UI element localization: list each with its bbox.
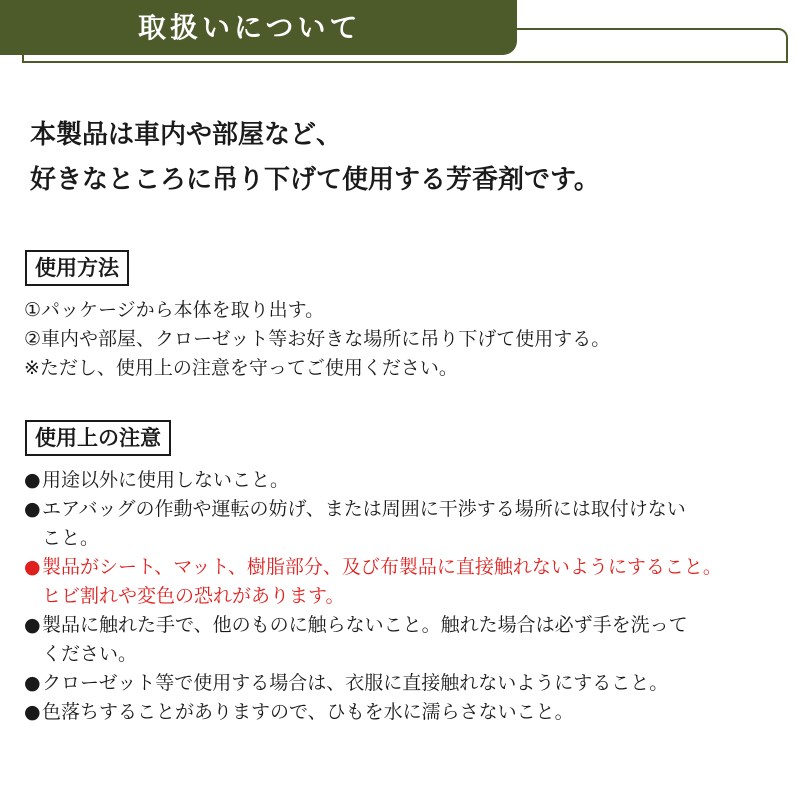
section-header bbox=[0, 0, 800, 65]
intro-line-1: 本製品は車内や部屋など、 bbox=[30, 120, 343, 150]
usage-label: 使用方法 bbox=[25, 250, 129, 286]
cautions-label: 使用上の注意 bbox=[25, 420, 171, 456]
caution-item bbox=[24, 698, 794, 727]
usage-instructions bbox=[24, 296, 794, 383]
caution-text: 製品がシート、マット、樹脂部分、及び布製品に直接触れないようにすること。 bbox=[42, 556, 722, 578]
caution-item-continued bbox=[24, 640, 794, 669]
intro-line-2: 好きなところに吊り下げて使用する芳香剤です。 bbox=[30, 165, 600, 195]
bullet-icon: ● bbox=[24, 614, 41, 636]
header-title: 取扱いについて bbox=[138, 11, 362, 44]
bullet-icon: ● bbox=[24, 498, 41, 520]
intro-text bbox=[30, 113, 790, 203]
caution-text: エアバッグの作動や運転の妨げ、または周囲に干渉する場所には取付けない bbox=[42, 498, 686, 520]
caution-text: ください。 bbox=[42, 643, 138, 665]
caution-item bbox=[24, 495, 794, 524]
bullet-icon: ● bbox=[24, 701, 41, 723]
caution-text: 用途以外に使用しないこと。 bbox=[42, 469, 290, 491]
caution-item-warning bbox=[24, 553, 794, 582]
caution-text: 製品に触れた手で、他のものに触らないこと。触れた場合は必ず手を洗って bbox=[42, 614, 688, 636]
bullet-icon: ● bbox=[24, 469, 41, 491]
bullet-icon: ● bbox=[24, 672, 41, 694]
caution-text: クローゼット等で使用する場合は、衣服に直接触れないようにすること。 bbox=[42, 672, 669, 694]
caution-item-warning-continued bbox=[24, 582, 794, 611]
usage-line: ①パッケージから本体を取り出す。 bbox=[24, 299, 325, 321]
usage-line: ※ただし、使用上の注意を守ってご使用ください。 bbox=[24, 357, 458, 379]
caution-text: ヒビ割れや変色の恐れがあります。 bbox=[42, 585, 345, 607]
caution-text: こと。 bbox=[42, 527, 100, 549]
caution-item bbox=[24, 466, 794, 495]
caution-item-continued bbox=[24, 524, 794, 553]
caution-item bbox=[24, 611, 794, 640]
caution-item bbox=[24, 669, 794, 698]
cautions-list bbox=[24, 466, 794, 727]
usage-line: ②車内や部屋、クローゼット等お好きな場所に吊り下げて使用する。 bbox=[24, 328, 611, 350]
bullet-icon: ● bbox=[24, 556, 41, 578]
caution-text: 色落ちすることがありますので、ひもを水に濡らさないこと。 bbox=[42, 701, 574, 723]
